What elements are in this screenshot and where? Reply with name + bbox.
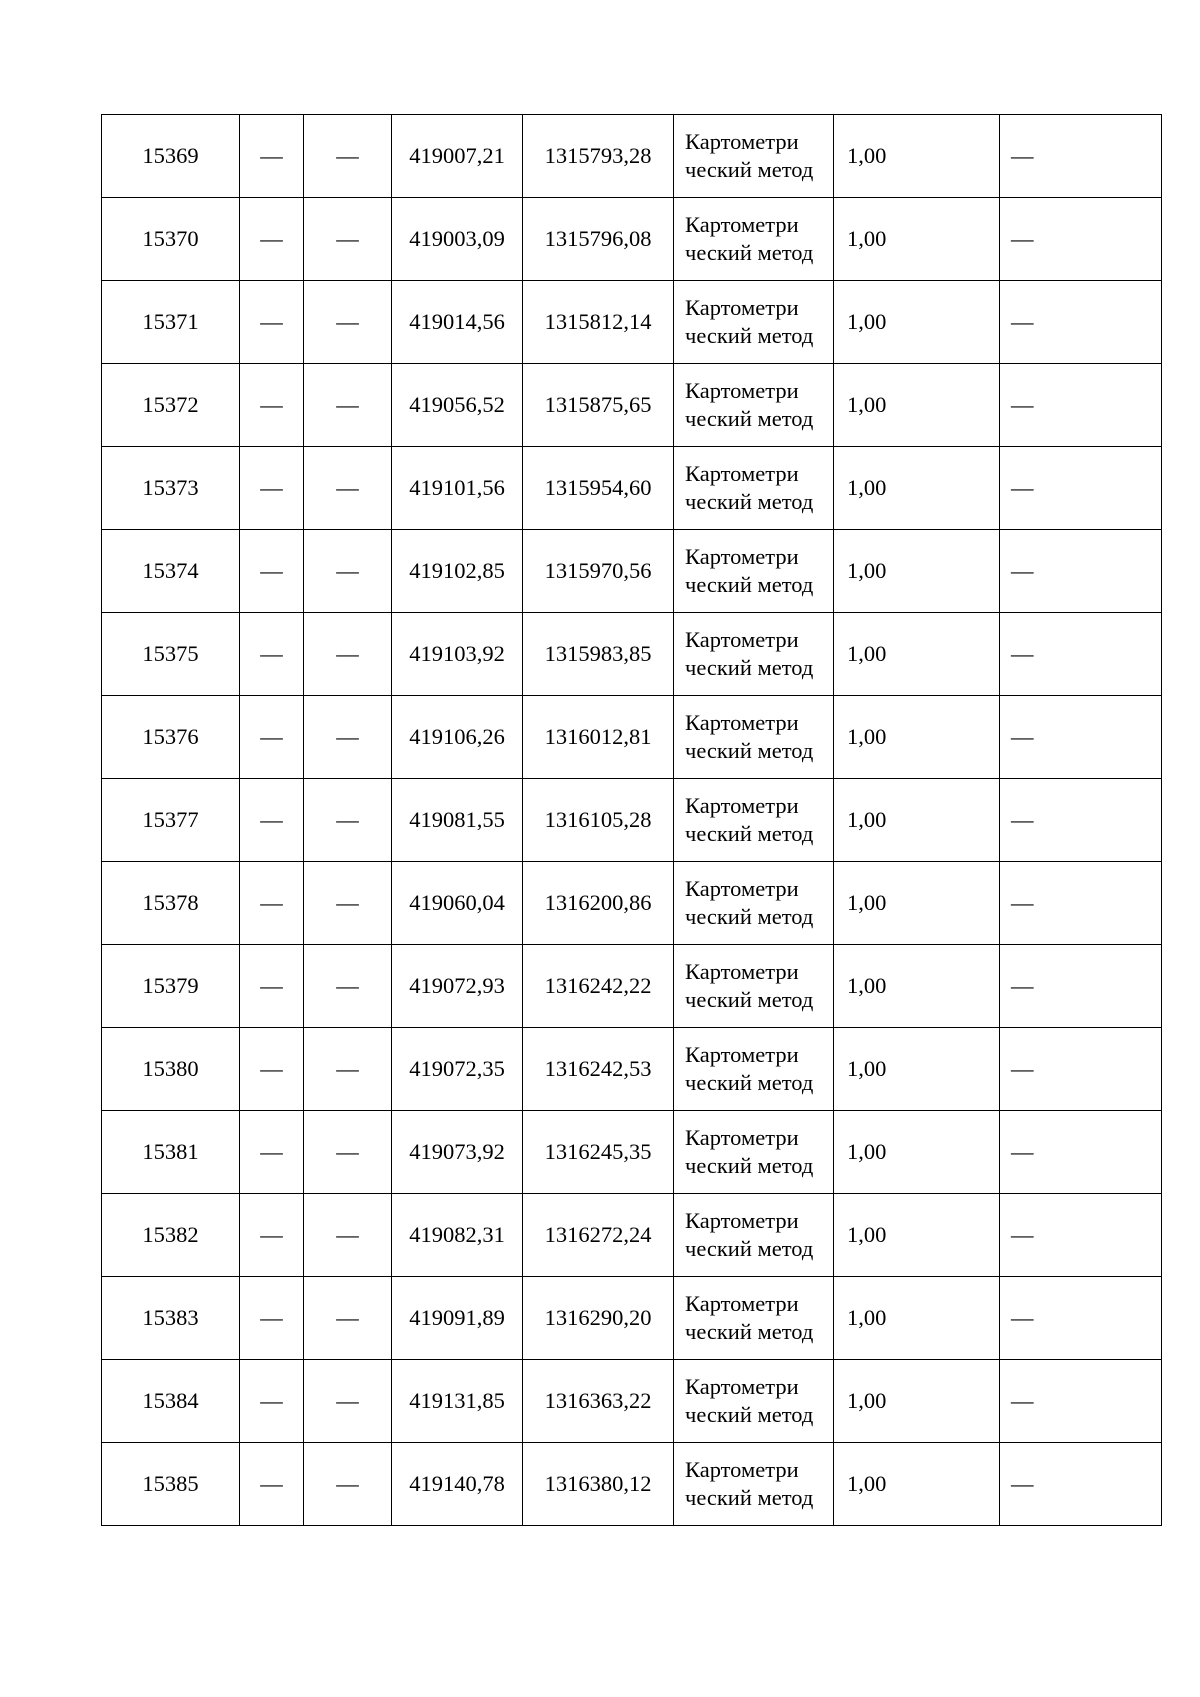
col3-dash-cell: — (304, 447, 392, 530)
x-coordinate-cell: 419072,35 (392, 1028, 523, 1111)
y-coordinate-cell: 1315793,28 (523, 115, 674, 198)
col3-dash-cell: — (304, 613, 392, 696)
y-coordinate-cell: 1316242,22 (523, 945, 674, 1028)
accuracy-cell: 1,00 (834, 281, 1000, 364)
col3-dash-cell: — (304, 1443, 392, 1526)
point-number-cell: 15385 (102, 1443, 240, 1526)
table-row (102, 862, 1162, 945)
table-row (102, 281, 1162, 364)
method-cell (674, 779, 834, 862)
method-text: Картометри ческий метод (685, 1208, 814, 1261)
col3-dash-cell: — (304, 530, 392, 613)
method-cell (674, 1111, 834, 1194)
table-row (102, 530, 1162, 613)
col3-dash-cell: — (304, 779, 392, 862)
table-row (102, 613, 1162, 696)
point-number-cell: 15376 (102, 696, 240, 779)
x-coordinate-cell: 419014,56 (392, 281, 523, 364)
y-coordinate-cell: 1316380,12 (523, 1443, 674, 1526)
accuracy-cell: 1,00 (834, 1443, 1000, 1526)
col3-dash-cell: — (304, 1277, 392, 1360)
table-row (102, 1194, 1162, 1277)
point-number-cell: 15369 (102, 115, 240, 198)
table-row (102, 1028, 1162, 1111)
method-text: Картометри ческий метод (685, 959, 814, 1012)
method-cell (674, 862, 834, 945)
method-text: Картометри ческий метод (685, 544, 814, 597)
accuracy-cell: 1,00 (834, 945, 1000, 1028)
x-coordinate-cell: 419091,89 (392, 1277, 523, 1360)
method-cell (674, 281, 834, 364)
x-coordinate-cell: 419131,85 (392, 1360, 523, 1443)
point-number-cell: 15384 (102, 1360, 240, 1443)
y-coordinate-cell: 1315796,08 (523, 198, 674, 281)
note-dash-cell: — (1000, 779, 1162, 862)
col2-dash-cell: — (240, 447, 304, 530)
note-dash-cell: — (1000, 364, 1162, 447)
col2-dash-cell: — (240, 530, 304, 613)
col2-dash-cell: — (240, 1360, 304, 1443)
x-coordinate-cell: 419103,92 (392, 613, 523, 696)
x-coordinate-cell: 419081,55 (392, 779, 523, 862)
note-dash-cell: — (1000, 1028, 1162, 1111)
accuracy-cell: 1,00 (834, 115, 1000, 198)
col2-dash-cell: — (240, 696, 304, 779)
y-coordinate-cell: 1316245,35 (523, 1111, 674, 1194)
method-cell (674, 530, 834, 613)
col3-dash-cell: — (304, 364, 392, 447)
col2-dash-cell: — (240, 862, 304, 945)
col2-dash-cell: — (240, 281, 304, 364)
col3-dash-cell: — (304, 198, 392, 281)
col3-dash-cell: — (304, 281, 392, 364)
col2-dash-cell: — (240, 198, 304, 281)
point-number-cell: 15377 (102, 779, 240, 862)
method-cell (674, 1028, 834, 1111)
table-row (102, 1277, 1162, 1360)
method-cell (674, 696, 834, 779)
y-coordinate-cell: 1315954,60 (523, 447, 674, 530)
note-dash-cell: — (1000, 530, 1162, 613)
method-cell (674, 1443, 834, 1526)
col2-dash-cell: — (240, 779, 304, 862)
col3-dash-cell: — (304, 115, 392, 198)
x-coordinate-cell: 419003,09 (392, 198, 523, 281)
x-coordinate-cell: 419072,93 (392, 945, 523, 1028)
method-text: Картометри ческий метод (685, 1042, 814, 1095)
accuracy-cell: 1,00 (834, 779, 1000, 862)
note-dash-cell: — (1000, 1111, 1162, 1194)
col3-dash-cell: — (304, 1028, 392, 1111)
col3-dash-cell: — (304, 1111, 392, 1194)
accuracy-cell: 1,00 (834, 364, 1000, 447)
x-coordinate-cell: 419007,21 (392, 115, 523, 198)
accuracy-cell: 1,00 (834, 862, 1000, 945)
col2-dash-cell: — (240, 115, 304, 198)
y-coordinate-cell: 1315812,14 (523, 281, 674, 364)
coordinates-table (101, 114, 1162, 1526)
col3-dash-cell: — (304, 696, 392, 779)
y-coordinate-cell: 1315875,65 (523, 364, 674, 447)
note-dash-cell: — (1000, 1360, 1162, 1443)
method-text: Картометри ческий метод (685, 1374, 814, 1427)
table-row (102, 115, 1162, 198)
method-cell (674, 198, 834, 281)
method-text: Картометри ческий метод (685, 1125, 814, 1178)
note-dash-cell: — (1000, 1194, 1162, 1277)
x-coordinate-cell: 419073,92 (392, 1111, 523, 1194)
table-row (102, 1111, 1162, 1194)
point-number-cell: 15379 (102, 945, 240, 1028)
accuracy-cell: 1,00 (834, 1028, 1000, 1111)
accuracy-cell: 1,00 (834, 198, 1000, 281)
x-coordinate-cell: 419082,31 (392, 1194, 523, 1277)
note-dash-cell: — (1000, 447, 1162, 530)
col2-dash-cell: — (240, 1028, 304, 1111)
point-number-cell: 15374 (102, 530, 240, 613)
col2-dash-cell: — (240, 364, 304, 447)
accuracy-cell: 1,00 (834, 1194, 1000, 1277)
note-dash-cell: — (1000, 115, 1162, 198)
method-text: Картометри ческий метод (685, 627, 814, 680)
table-row (102, 945, 1162, 1028)
table-body (102, 115, 1162, 1526)
method-text: Картометри ческий метод (685, 876, 814, 929)
method-cell (674, 364, 834, 447)
x-coordinate-cell: 419060,04 (392, 862, 523, 945)
point-number-cell: 15380 (102, 1028, 240, 1111)
point-number-cell: 15370 (102, 198, 240, 281)
method-text: Картометри ческий метод (685, 461, 814, 514)
y-coordinate-cell: 1316242,53 (523, 1028, 674, 1111)
method-text: Картометри ческий метод (685, 295, 814, 348)
x-coordinate-cell: 419056,52 (392, 364, 523, 447)
method-cell (674, 945, 834, 1028)
note-dash-cell: — (1000, 1443, 1162, 1526)
accuracy-cell: 1,00 (834, 613, 1000, 696)
y-coordinate-cell: 1316105,28 (523, 779, 674, 862)
method-cell (674, 447, 834, 530)
y-coordinate-cell: 1316290,20 (523, 1277, 674, 1360)
col3-dash-cell: — (304, 1194, 392, 1277)
table-row (102, 198, 1162, 281)
method-cell (674, 1194, 834, 1277)
col3-dash-cell: — (304, 862, 392, 945)
table-row (102, 779, 1162, 862)
method-cell (674, 1360, 834, 1443)
method-text: Картометри ческий метод (685, 129, 814, 182)
y-coordinate-cell: 1316200,86 (523, 862, 674, 945)
accuracy-cell: 1,00 (834, 696, 1000, 779)
point-number-cell: 15373 (102, 447, 240, 530)
note-dash-cell: — (1000, 281, 1162, 364)
col2-dash-cell: — (240, 1194, 304, 1277)
note-dash-cell: — (1000, 945, 1162, 1028)
col2-dash-cell: — (240, 1443, 304, 1526)
x-coordinate-cell: 419106,26 (392, 696, 523, 779)
x-coordinate-cell: 419140,78 (392, 1443, 523, 1526)
note-dash-cell: — (1000, 696, 1162, 779)
method-cell (674, 613, 834, 696)
table-row (102, 364, 1162, 447)
accuracy-cell: 1,00 (834, 1111, 1000, 1194)
y-coordinate-cell: 1316272,24 (523, 1194, 674, 1277)
col3-dash-cell: — (304, 945, 392, 1028)
method-cell (674, 1277, 834, 1360)
y-coordinate-cell: 1316363,22 (523, 1360, 674, 1443)
y-coordinate-cell: 1315983,85 (523, 613, 674, 696)
table-row (102, 696, 1162, 779)
point-number-cell: 15375 (102, 613, 240, 696)
point-number-cell: 15372 (102, 364, 240, 447)
note-dash-cell: — (1000, 862, 1162, 945)
method-text: Картометри ческий метод (685, 378, 814, 431)
accuracy-cell: 1,00 (834, 1277, 1000, 1360)
table-row (102, 1443, 1162, 1526)
method-text: Картометри ческий метод (685, 710, 814, 763)
table-row (102, 1360, 1162, 1443)
point-number-cell: 15371 (102, 281, 240, 364)
point-number-cell: 15383 (102, 1277, 240, 1360)
point-number-cell: 15381 (102, 1111, 240, 1194)
col2-dash-cell: — (240, 613, 304, 696)
method-text: Картометри ческий метод (685, 793, 814, 846)
note-dash-cell: — (1000, 1277, 1162, 1360)
note-dash-cell: — (1000, 613, 1162, 696)
table-row (102, 447, 1162, 530)
point-number-cell: 15378 (102, 862, 240, 945)
accuracy-cell: 1,00 (834, 447, 1000, 530)
col2-dash-cell: — (240, 945, 304, 1028)
x-coordinate-cell: 419101,56 (392, 447, 523, 530)
method-cell (674, 115, 834, 198)
x-coordinate-cell: 419102,85 (392, 530, 523, 613)
y-coordinate-cell: 1315970,56 (523, 530, 674, 613)
accuracy-cell: 1,00 (834, 1360, 1000, 1443)
col3-dash-cell: — (304, 1360, 392, 1443)
point-number-cell: 15382 (102, 1194, 240, 1277)
method-text: Картометри ческий метод (685, 1457, 814, 1510)
method-text: Картометри ческий метод (685, 212, 814, 265)
col2-dash-cell: — (240, 1111, 304, 1194)
y-coordinate-cell: 1316012,81 (523, 696, 674, 779)
note-dash-cell: — (1000, 198, 1162, 281)
col2-dash-cell: — (240, 1277, 304, 1360)
accuracy-cell: 1,00 (834, 530, 1000, 613)
method-text: Картометри ческий метод (685, 1291, 814, 1344)
